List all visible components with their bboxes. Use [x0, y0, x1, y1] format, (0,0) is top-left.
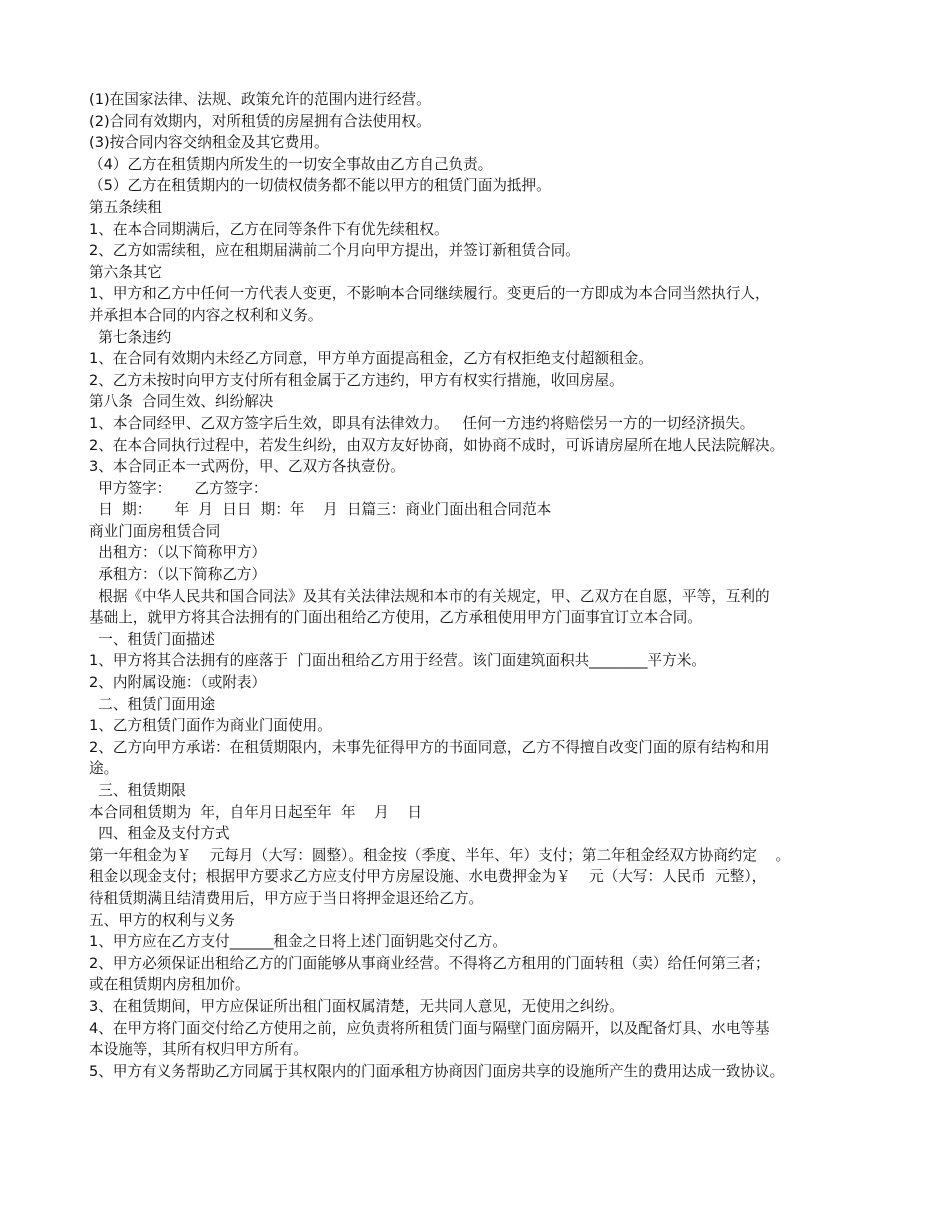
text-line: 第五条续租 [89, 198, 162, 216]
text-line: 4、在甲方将门面交付给乙方使用之前，应负责将所租赁门面与隔壁门面房隔开，以及配备灯具、水电等基 [89, 1019, 770, 1037]
text-line: 五、甲方的权利与义务 [89, 911, 235, 929]
text-line: 1、在合同有效期内未经乙方同意，甲方单方面提高租金，乙方有权拒绝支付超额租金。 [89, 350, 653, 368]
text-line: 一、租赁门面描述 [89, 630, 216, 648]
text-line: 第一年租金为￥ 元每月（大写：圆整）。租金按（季度、半年、年）支付；第二年租金经双方协商约定 。 [89, 846, 791, 864]
text-line: 本设施等，其所有权归甲方所有。 [89, 1041, 308, 1059]
text-line: 途。 [89, 760, 119, 778]
text-line: 2、乙方向甲方承诺：在租赁期限内，未事先征得甲方的书面同意，乙方不得擅自改变门面的原有结构和用 [89, 738, 770, 756]
text-line: 三、租赁期限 [89, 782, 186, 799]
text-line: 2、在本合同执行过程中，若发生纠纷，由双方友好协商，如协商不成时，可诉请房屋所在地人民法院解决。 [89, 436, 785, 454]
text-line: 本合同租赁期为 年，自年月日起至年 年 月 日 [89, 803, 422, 821]
text-line: 2、乙方未按时向甲方支付所有租金属于乙方违约，甲方有权实行措施，收回房屋。 [89, 371, 624, 389]
text-line: 2、甲方必须保证出租给乙方的门面能够从事商业经营。不得将乙方租用的门面转租（卖）给任何第三者； [89, 954, 770, 972]
text-line: 1、甲方和乙方中任何一方代表人变更，不影响本合同继续履行。变更后的一方即成为本合同当然执行人， [89, 285, 770, 303]
document-body [89, 89, 864, 1082]
text-line: 2、乙方如需续租，应在租期届满前二个月向甲方提出，并签订新租赁合同。 [89, 242, 580, 260]
text-line: 或在租赁期内房租加价。 [89, 976, 250, 994]
text-line: 根据《中华人民共和国合同法》及其有关法律法规和本市的有关规定，甲、乙双方在自愿，平等，互利的 [89, 587, 770, 605]
text-line: 二、租赁门面用途 [89, 695, 216, 713]
text-line: 待租赁期满且结清费用后，甲方应于当日将押金退还给乙方。 [89, 889, 484, 907]
text-line: (1)在国家法律、法规、政策允许的范围内进行经营。 [89, 91, 431, 108]
text-line: 1、甲方应在乙方支付______租金之日将上述门面钥匙交付乙方。 [89, 933, 507, 951]
text-line: 承租方：（以下简称乙方） [89, 566, 267, 584]
text-line: 甲方签字： 乙方签字： [89, 479, 268, 497]
text-line: 1、乙方租赁门面作为商业门面使用。 [89, 717, 332, 735]
text-line: 出租方：（以下简称甲方） [89, 544, 267, 562]
text-line: 并承担本合同的内容之权利和义务。 [89, 306, 323, 324]
text-line: (2)合同有效期内，对所租赁的房屋拥有合法使用权。 [89, 112, 431, 130]
text-line: 第七条违约 [89, 328, 172, 346]
text-line: 1、在本合同期满后，乙方在同等条件下有优先续租权。 [89, 220, 449, 238]
text-line: (3)按合同内容交纳租金及其它费用。 [89, 134, 329, 152]
text-line: （4）乙方在租赁期内所发生的一切安全事故由乙方自己负责。 [89, 155, 493, 173]
text-line: 1、本合同经甲、乙双方签字后生效，即具有法律效力。 任何一方违约将赔偿另一方的一切经济损失。 [89, 414, 755, 432]
text-line: 第六条其它 [89, 263, 162, 281]
text-line: 日 期： 年 月 日日 期：年 月 日篇三：商业门面出租合同范本 [89, 501, 552, 519]
text-line: 第八条 合同生效、纠纷解决 [89, 393, 274, 411]
text-line: 2、内附属设施：（或附表） [89, 674, 267, 692]
text-line: 租金以现金支付；根据甲方要求乙方应支付甲方房屋设施、水电费押金为￥ 元（大写：人民币 元整）， [89, 868, 767, 886]
text-line: 基础上，就甲方将其合法拥有的门面出租给乙方使用，乙方承租使用甲方门面事宜订立本合同。 [89, 609, 702, 627]
text-line: 5、甲方有义务帮助乙方同属于其权限内的门面承租方协商因门面房共享的设施所产生的费用达成一致协议。 [89, 1062, 785, 1080]
text-line: 四、租金及支付方式 [89, 825, 230, 843]
text-line: 3、在租赁期间，甲方应保证所出租门面权属清楚，无共同人意见，无使用之纠纷。 [89, 997, 624, 1015]
text-line: （5）乙方在租赁期内的一切债权债务都不能以甲方的租赁门面为抵押。 [89, 177, 551, 195]
text-line: 3、本合同正本一式两份，甲、乙双方各执壹份。 [89, 458, 405, 476]
text-line: 商业门面房租赁合同 [89, 522, 221, 540]
text-line: 1、甲方将其合法拥有的座落于 门面出租给乙方用于经营。该门面建筑面积共________平方米。 [89, 652, 706, 670]
